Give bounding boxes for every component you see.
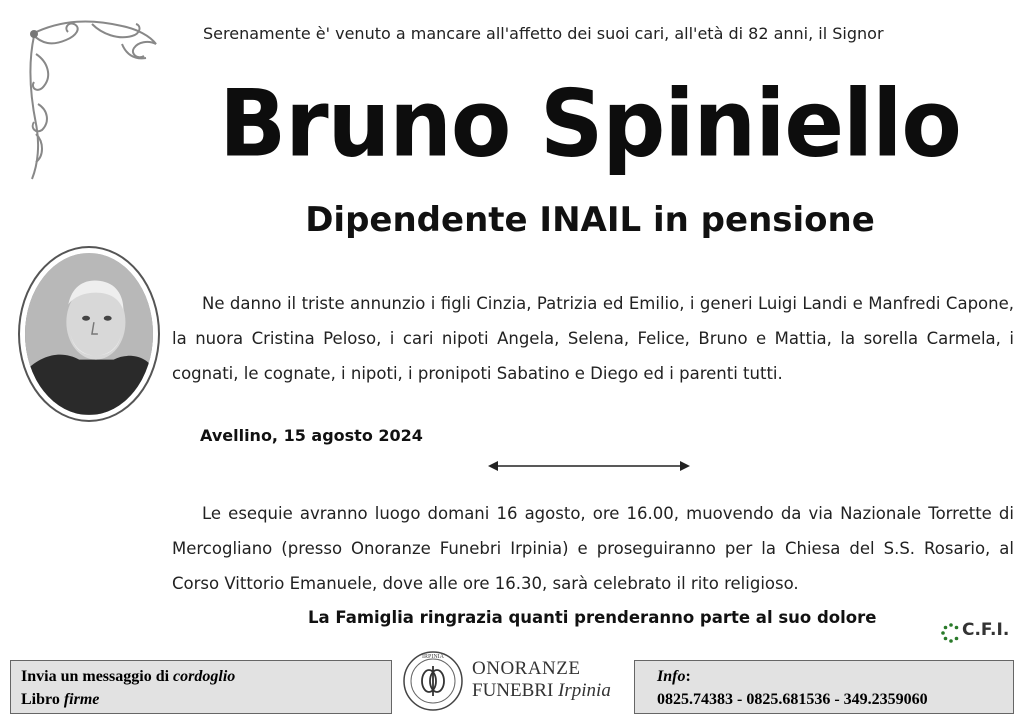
- guestbook-prefix: Libro: [21, 691, 64, 708]
- cfi-logo: [940, 620, 1016, 648]
- guestbook-link[interactable]: [21, 688, 381, 711]
- condolence-box[interactable]: [10, 660, 392, 714]
- funeral-home-logo: [402, 650, 630, 716]
- funeral-home-seal-icon: [402, 650, 464, 712]
- deceased-subtitle: Dipendente INAIL in pensione: [305, 200, 875, 240]
- logo-line2-prefix: FUNEBRI: [472, 680, 559, 701]
- funeral-info-text: Le esequie avranno luogo domani 16 agosto, ore 16.00, muovendo da via Nazionale Torrette di Mercogliano (presso Onoranze Funebri Irpinia) e proseguiranno per la Chiesa del S.S. Rosario, al Corso Vittorio Emanuele, dove alle ore 16.30, sarà celebrato il rito religioso.: [172, 504, 1014, 593]
- logo-line2-italic: Irpinia: [558, 680, 611, 701]
- seal-top-text: IRPINIA: [422, 654, 444, 660]
- info-label-suffix: :: [685, 668, 691, 685]
- condolence-message-prefix: Invia un messaggio di: [21, 668, 174, 685]
- cfi-logo-icon: [940, 622, 962, 644]
- logo-line2: [472, 680, 611, 702]
- condolence-message-italic: cordoglio: [173, 668, 236, 685]
- deceased-name: Bruno Spiniello: [219, 69, 961, 178]
- intro-text: Serenamente è' venuto a mancare all'affetto dei suoi cari, all'età di 82 anni, il Signor: [203, 24, 884, 43]
- announcement-text: Ne danno il triste annunzio i figli Cinzia, Patrizia ed Emilio, i generi Luigi Landi e Manfredi Capone, la nuora Cristina Peloso, i cari nipoti Angela, Selena, Felice, Bruno e Mattia, la sorella Carmela, i cognati, le cognate, i nipoti, i pronipoti Sabatino e Diego ed i parenti tutti.: [172, 294, 1014, 383]
- guestbook-italic: firme: [63, 691, 100, 708]
- portrait-photo: [18, 246, 160, 422]
- double-arrow-divider-icon: [488, 458, 690, 474]
- cfi-logo-text: C.F.I.: [962, 620, 1010, 640]
- logo-line1: ONORANZE: [472, 658, 581, 679]
- info-box: [634, 660, 1014, 714]
- place-date: Avellino, 15 agosto 2024: [200, 426, 423, 445]
- info-phones[interactable]: 0825.74383 - 0825.681536 - 349.2359060: [657, 691, 928, 708]
- info-label: Info: [657, 668, 686, 685]
- condolence-message-link[interactable]: [21, 665, 381, 688]
- info-label-row: [657, 665, 1003, 688]
- family-thanks: La Famiglia ringrazia quanti prenderanno parte al suo dolore: [308, 608, 877, 627]
